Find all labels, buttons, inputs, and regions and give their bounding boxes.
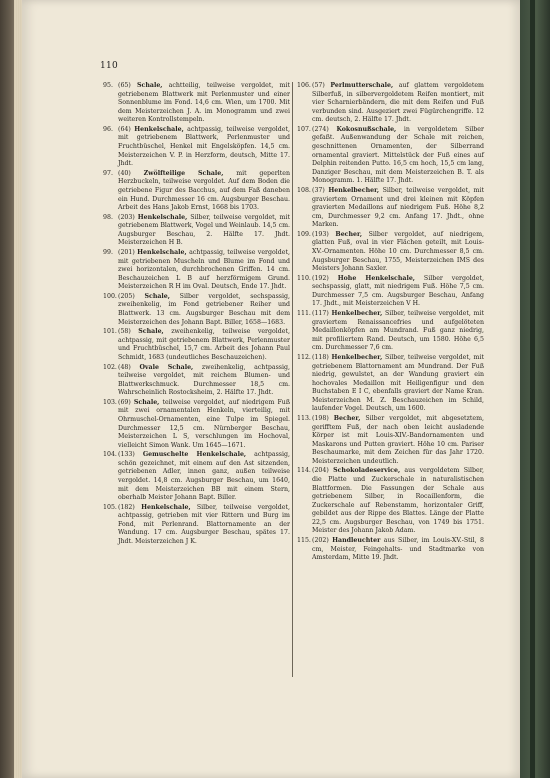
entry-title: Henkelschale,: [134, 125, 184, 133]
entry-number: 115.: [297, 537, 311, 545]
entry-description: Silber, teilweise vergoldet, mit getriebenem Blattornament am Mundrand. Der Fuß niedrig, gewulstet, an der Wandung graviert ein hochovales Medaillon mit Heiligenfigur und den Buchstaben E I C, ebenfalls graviert der Name Kran. Meisterzeichen M. Z. Beschauzeichen im Schild, laufender Vogel. Deutsch, um 1600.: [312, 353, 484, 413]
entry-title: Zwölfteilige Schale,: [143, 169, 224, 177]
right-column: [297, 82, 484, 564]
catalog-entry: [103, 82, 290, 125]
entry-description: Silber vergoldet, sechspassig, glatt, mit niedrigem Fuß. Höhe 7,5 cm. Durchmesser 7,5 cm. Augsburger Beschau, Anfang 17. Jhdt., mit Meisterzeichen V H.: [312, 274, 484, 308]
entry-title: Schale,: [144, 292, 170, 300]
entry-number: 105.: [103, 503, 117, 511]
bookmark-ribbon: [530, 0, 535, 778]
catalog-entry: [103, 451, 290, 502]
column-divider: [292, 82, 293, 677]
entry-title: Henkelbecher,: [331, 310, 383, 318]
entry-reference: (182): [118, 503, 135, 511]
entry-title: Henkelschale,: [141, 503, 191, 511]
entry-description: aus vergoldetem Silber, die Platte und Zuckerschale in naturalistischen Blattformen. Die Fassungen der Schale aus getriebenem Silber, in Rocaillenform, die Zuckerschale auf Rebenstamm, horizontaler Griff, gebildet aus der Rippe des Blattes. Länge der Platte 22,5 cm. Augsburger Beschau, von 1749 bis 1751. Meister des Johann Jakob Adam.: [312, 467, 484, 535]
catalog-entry: [297, 354, 484, 414]
entry-title: Schokoladeservice,: [333, 467, 401, 475]
entry-description: achtpassig, schön gezeichnet, mit einem auf den Ast sitzenden, getriebenen Adler, innen ganz, außen teilweise vergoldet. 14,8 cm. Augsburger Beschau, um 1640, mit dem Meisterzeichen BB mit einem Stern, oberhalb Meister Johann Bapt. Biller.: [118, 451, 290, 502]
entry-reference: (118): [312, 353, 329, 361]
entry-reference: (203): [118, 213, 135, 221]
catalog-entry: [297, 310, 484, 353]
catalog-entry: [103, 364, 290, 398]
entry-number: 112.: [297, 353, 311, 361]
entry-description: teilweise vergoldet, auf niedrigem Fuß mit zwei ornamentalen Henkeln, vierteilig, mit Ohrmuschel-Ornamenten, eine Tulpe im Spiegel. Durchmesser 12,5 cm. Nürnberger Beschau, Meisterzeichen L S, verschlungen im Hochoval, vielleicht Simon Wank. Um 1645—1671.: [118, 398, 290, 449]
entry-title: Henkelbecher,: [328, 186, 380, 194]
entry-number: 103.: [103, 398, 117, 406]
catalog-entry: [297, 126, 484, 186]
entry-description: aus Silber, im Louis-XV.-Stil, 8 cm, Meister, Feingehalts- und Stadtmarke von Amsterdam, Mitte 19. Jhdt.: [312, 537, 484, 562]
catalog-entry: [103, 249, 290, 292]
entry-reference: (192): [312, 274, 329, 282]
entry-description: auf glattem vergoldetem Silberfuß, in silbervergoldetem Reifen montiert, mit vier Scharnierbändern, die mit dem Reifen und Fuß verbunden sind. Ausgeziert zwei Fügürchengriffe. 12 cm. deutsch, 2. Hälfte 17. Jhdt.: [312, 82, 484, 124]
catalog-entry: [297, 275, 484, 309]
entry-number: 102.: [103, 363, 117, 371]
entry-description: mit geperlten Herzbuckeln, teilweise vergoldet. Auf dem Boden die getriebene Figur des Bacchus, auf dem Faß daneben ein Hund. Durchmesser 16 cm. Augsburger Beschau. Arbeit des Hans Jakob Ernst, 1668 bis 1703.: [118, 169, 290, 212]
entry-number: 111.: [297, 310, 311, 318]
entry-reference: (133): [118, 451, 135, 459]
entry-reference: (37): [312, 186, 325, 194]
entry-reference: (57): [312, 82, 325, 89]
entry-description: Silber, teilweise vergoldet, achtpassig, getrieben mit vier Rittern und Burg im Fond, mit Perlenrand. Blattornamente an der Wandung. 17 cm. Augsburger Beschau, spätes 17. Jhdt. Meisterzeichen J K.: [118, 503, 290, 546]
entry-number: 98.: [103, 213, 113, 221]
catalog-entry: [103, 126, 290, 169]
entry-title: Kokosnußschale,: [336, 125, 397, 133]
entry-description: Silber vergoldet, mit abgesetztem, gerifftem Fuß, der nach oben leicht ausladende Körper ist mit Louis-XIV.-Bandornamenten und Maskarons und Putten graviert. Höhe 10 cm. Pariser Beschaumarke, mit dem Zeichen für das Jahr 1720. Meisterzeichen undeutlich.: [312, 414, 484, 465]
entry-title: Gemuschelte Henkelschale,: [142, 451, 247, 459]
catalog-entry: [103, 328, 290, 362]
catalog-entry: [103, 214, 290, 248]
entry-reference: (201): [118, 248, 135, 256]
entry-description: achtpassig, teilweise vergoldet, mit getriebenem Blattwerk, Perlenmuster und Fruchtbüschel, Henkel mit Engelsköpfen. 14,5 cm. Meisterzeichen V. P. in Herzform, deutsch, Mitte 17. Jhdt.: [118, 125, 290, 168]
entry-reference: (204): [312, 467, 329, 475]
entry-description: zweihenkelig, achtpassig, teilweise vergoldet, mit reichem Blumen- und Blattwerkschmuck. Durchmesser 18,5 cm. Wahrscheinlich Rostocksheim, 2. Hälfte 17. Jhdt.: [118, 363, 290, 397]
entry-reference: (69): [118, 398, 131, 406]
entry-description: Silber vergoldet, sechspassig, zweihenkelig, im Fond getriebener Reiher und Blattwerk. 13 cm. Augsburger Beschau mit dem Meisterzeichen des Johann Bapt. Biller, 1658—1683.: [118, 292, 290, 326]
entry-reference: (58): [118, 328, 131, 336]
entry-reference: (193): [312, 230, 329, 238]
entry-reference: (202): [312, 537, 329, 545]
catalog-entry: [103, 293, 290, 327]
page-number: 110: [100, 61, 119, 71]
entry-reference: (40): [118, 169, 131, 177]
entry-title: Perlmutterschale,: [330, 82, 394, 89]
entry-description: in vergoldetem Silber gefaßt. Außenwandung der Schale mit reichen, geschnittenen Ornamenten, der Silberrand ornamental graviert. Mittelstück der Fuß eines auf Delphin reitenden Putto. 16,5 cm hoch, 15,5 cm lang, Danziger Beschau, mit dem Meisterzeichen B. T. als Monogramm. 1. Hälfte 17. Jhdt.: [312, 125, 484, 185]
entry-title: Becher,: [333, 414, 361, 422]
entry-title: Schale,: [137, 82, 163, 89]
entry-title: Henkelschale,: [137, 248, 187, 256]
catalog-entry: [297, 82, 484, 125]
entry-number: 109.: [297, 230, 311, 238]
facing-page-strip: [520, 0, 550, 778]
entry-reference: (198): [312, 414, 329, 422]
catalog-entry: [297, 415, 484, 466]
entry-description: achtteilig, teilweise vergoldet, mit getriebenem Blattwerk mit Perlenmuster und einer Sonnenblume im Fond. 14,6 cm. Wien, um 1700. Mit dem Meisterzeichen J. A. im Monogramm und zwei weiteren Kontrollstempeln.: [118, 82, 290, 124]
entry-description: Silber, teilweise vergoldet, mit getriebenem Blattwerk, Vogel und Weinlaub. 14,5 cm. Augsburger Beschau, 2. Hälfte 17. Jhdt. Meisterzeichen H B.: [118, 213, 290, 247]
entry-reference: (117): [312, 310, 329, 318]
entry-number: 114.: [297, 467, 311, 475]
entry-title: Henkelbecher,: [331, 353, 383, 361]
entry-number: 99.: [103, 248, 113, 256]
catalog-entry: [103, 504, 290, 547]
entry-number: 96.: [103, 125, 113, 133]
left-column: [103, 82, 290, 548]
entry-title: Hohe Henkelschale,: [337, 274, 415, 282]
entry-description: achtpassig, teilweise vergoldet, mit getriebenen Muscheln und Blume im Fond und zwei horizontalen, durchbrochenen Griffen. 14 cm. Beschauzeichen L B auf herzförmigem Grund. Meisterzeichen R H im Oval. Deutsch, Ende 17. Jhdt.: [118, 248, 290, 291]
entry-description: Silber, teilweise vergoldet, mit graviertem Ornament und drei kleinen mit Köpfen gravierten Medaillons auf niedrigem Fuß. Höhe 8,2 cm, Durchmesser 9,2 cm. Anfang 17. Jhdt., ohne Marken.: [312, 186, 484, 229]
entry-title: Handleuchter: [332, 537, 381, 545]
catalog-entry: [297, 467, 484, 536]
entry-reference: (48): [118, 363, 131, 371]
catalog-entry: [297, 187, 484, 230]
catalog-entry: [103, 399, 290, 450]
entry-title: Schale,: [133, 398, 160, 406]
entry-number: 104.: [103, 451, 117, 459]
entry-description: zweihenkelig, teilweise vergoldet, achtpassig, mit getriebenem Blattwerk, Perlenmuster und Fruchtbüschel, 15,7 cm. Arbeit des Johann Paul Schmidt, 1683 (undeutliches Beschauzeichen).: [118, 328, 290, 361]
entry-number: 100.: [103, 292, 117, 300]
entry-description: Silber vergoldet, auf niedrigem, glatten Fuß, oval in vier Flächen geteilt, mit Louis-XV.-Ornamenten. Höhe 10 cm. Durchmesser 8,5 cm. Augsburger Beschau, 1755, Meisterzeichen IMS des Meisters Johann Saxler.: [312, 230, 484, 273]
entry-title: Schale,: [138, 328, 164, 336]
entry-reference: (64): [118, 125, 131, 133]
entry-reference: (65): [118, 82, 131, 89]
catalog-entry: [297, 231, 484, 274]
entry-number: 108.: [297, 186, 311, 194]
entry-number: 106.: [297, 82, 311, 89]
entry-reference: (274): [312, 125, 329, 133]
entry-title: Henkelschale,: [137, 213, 188, 221]
entry-title: Ovale Schale,: [139, 363, 194, 371]
entry-number: 110.: [297, 274, 311, 282]
entry-number: 97.: [103, 169, 113, 177]
catalog-entry: [297, 537, 484, 563]
catalog-entry: [103, 170, 290, 213]
entry-number: 95.: [103, 82, 113, 89]
entry-description: Silber, teilweise vergoldet, mit graviertem Renaissancefries und aufgelöteten Medaillonköpfen am Mundrand. Fuß ganz niedrig, mit profiliertem Rand. Deutsch, um 1580. Höhe 6,5 cm. Durchmesser 7,6 cm.: [312, 310, 484, 352]
entry-number: 107.: [297, 125, 311, 133]
entry-title: Becher,: [335, 230, 363, 238]
entry-reference: (205): [118, 292, 135, 300]
entry-number: 113.: [297, 414, 311, 422]
entry-number: 101.: [103, 328, 117, 336]
